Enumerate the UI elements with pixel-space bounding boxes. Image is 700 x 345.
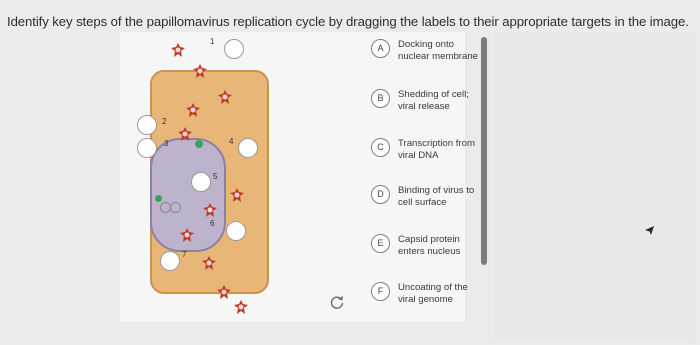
virus-particle-icon [230,188,244,202]
virus-particle-icon [202,256,216,270]
drop-target-6[interactable] [226,221,246,241]
virus-particle-icon [234,300,248,314]
target-number: 4 [229,137,234,146]
choice-letter: C [371,138,390,157]
choice-letter: A [371,39,390,58]
choice-letter: E [371,234,390,253]
choice-text: Binding of virus to cell surface [398,185,475,208]
drop-target-7[interactable] [160,251,180,271]
virus-particle-icon [218,90,232,104]
virus-particle-icon [171,43,185,57]
target-number: 1 [210,37,215,46]
question-prompt: Identify key steps of the papillomavirus replication cycle by dragging the labels to their appropriate targets in the image. [7,14,689,29]
virus-particle-icon [217,285,231,299]
virus-particle-icon [186,103,200,117]
choice-letter: D [371,185,390,204]
target-number: 2 [162,117,167,126]
scrollbar[interactable] [481,37,487,265]
reset-icon[interactable] [329,294,345,310]
choice-letter: B [371,89,390,108]
drop-target-4[interactable] [238,138,258,158]
choice-text: Docking onto nuclear membrane [398,39,478,62]
mouse-cursor-icon [645,226,655,236]
choice-text: Shedding of cell; viral release [398,89,469,112]
choice-text: Uncoating of the viral genome [398,282,468,305]
drop-target-5[interactable] [191,172,211,192]
drop-target-2[interactable] [137,115,157,135]
choice-text: Transcription from viral DNA [398,138,475,161]
receptor-marker [155,195,162,202]
virus-particle-icon [193,64,207,78]
choice-text: Capsid protein enters nucleus [398,234,461,257]
target-number: 6 [210,219,215,228]
choice-letter: F [371,282,390,301]
target-number: 7 [182,250,187,259]
virus-particle-icon [180,228,194,242]
target-number: 5 [213,172,218,181]
drop-target-1[interactable] [224,39,244,59]
receptor-marker [195,140,203,148]
drop-target-3[interactable] [137,138,157,158]
target-number: 3 [164,139,169,148]
virus-particle-icon [178,127,192,141]
side-background [495,32,695,342]
endosome-shape [170,202,181,213]
virus-particle-icon [203,203,217,217]
